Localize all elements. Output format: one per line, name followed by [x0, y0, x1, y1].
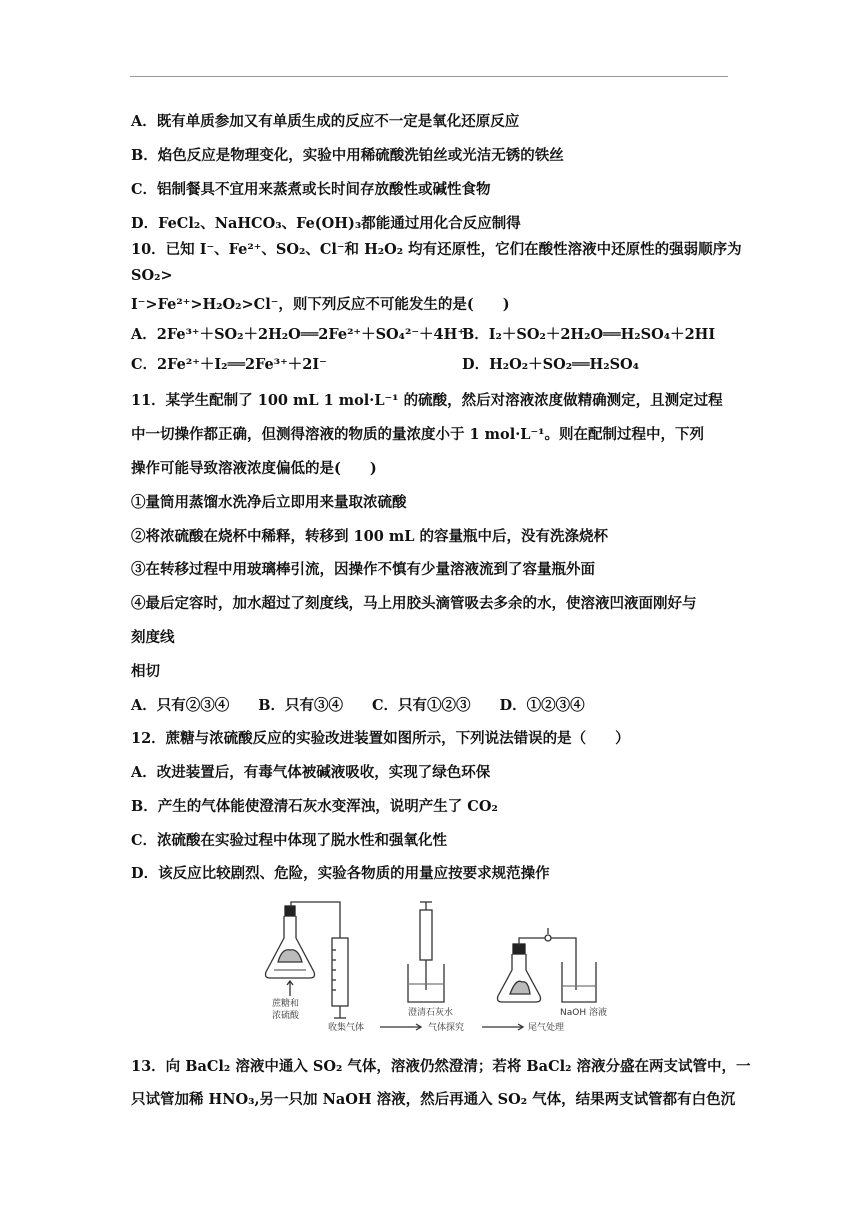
q11-line-2: 中一切操作都正确，但测得溶液的物质的量浓度小于 1 mol·L⁻¹。则在配制过程中，下列: [131, 426, 704, 443]
step-tail-gas-label: 尾气处理: [528, 1023, 565, 1033]
q11-line-1: 11．某学生配制了 100 mL 1 mol·L⁻¹ 的硫酸，然后对溶液浓度做精确测定，且测定过程: [131, 392, 723, 409]
header-rule: [130, 76, 728, 77]
q10-stem-2: SO₂>: [131, 267, 173, 284]
q11-line-4: ①量筒用蒸馏水洗净后立即用来量取浓硫酸: [131, 494, 407, 511]
q9-option-d: D．FeCl₂、NaHCO₃、Fe(OH)₃都能通过用化合反应制得: [131, 215, 521, 232]
q12-stem: 12．蔗糖与浓硫酸反应的实验改进装置如图所示，下列说法错误的是（ ）: [131, 730, 630, 747]
q13-line-2: 只试管加稀 HNO₃,另一只加 NaOH 溶液，然后再通入 SO₂ 气体，结果两支试管都有白色沉: [131, 1091, 736, 1108]
q11-line-3: 操作可能导致溶液浓度偏低的是( ): [131, 460, 377, 477]
q10-option-b: B．I₂＋SO₂＋2H₂O══H₂SO₄＋2HI: [462, 326, 716, 343]
q10-option-a: A．2Fe³⁺＋SO₂＋2H₂O══2Fe²⁺＋SO₄²⁻＋4H⁺: [131, 326, 465, 343]
q10-stem-1: 10．已知 I⁻、Fe²⁺、SO₂、Cl⁻和 H₂O₂ 均有还原性，它们在酸性溶液中还原性的强弱顺序为: [131, 241, 742, 258]
q10-option-d: D．H₂O₂＋SO₂══H₂SO₄: [462, 356, 640, 373]
q10-option-c: C．2Fe²⁺＋I₂══2Fe³⁺＋2I⁻: [131, 356, 327, 373]
q11-line-7: ④最后定容时，加水超过了刻度线，马上用胶头滴管吸去多余的水，使溶液凹液面刚好与: [131, 595, 697, 612]
step-collect-label: 收集气体: [328, 1023, 365, 1033]
q11-line-8: 刻度线: [131, 629, 175, 646]
q10-stem-3: I⁻>Fe²⁺>H₂O₂>Cl⁻，则下列反应不可能发生的是( ): [131, 296, 510, 313]
q12-option-c: C．浓硫酸在实验过程中体现了脱水性和强氧化性: [131, 832, 448, 849]
flask1-label-b: 浓硫酸: [272, 1011, 300, 1021]
q12-option-d: D．该反应比较剧烈、危险，实验各物质的用量应按要求规范操作: [131, 865, 550, 882]
q11-line-6: ③在转移过程中用玻璃棒引流，因操作不慎有少量溶液流到了容量瓶外面: [131, 561, 595, 578]
q11-line-9: 相切: [131, 663, 160, 680]
step-explore-label: 气体探究: [428, 1023, 465, 1033]
q11-line-5: ②将浓硫酸在烧杯中稀释，转移到 100 mL 的容量瓶中后，没有洗涤烧杯: [131, 528, 608, 545]
apparatus-figure: [260, 898, 620, 1038]
naoh-label: NaOH 溶液: [560, 1008, 607, 1018]
q13-line-1: 13．向 BaCl₂ 溶液中通入 SO₂ 气体，溶液仍然澄清；若将 BaCl₂ 溶液分盛在两支试管中，一: [131, 1058, 751, 1075]
q12-option-b: B．产生的气体能使澄清石灰水变浑浊，说明产生了 CO₂: [131, 798, 498, 815]
q11-options: A．只有②③④ B．只有③④ C．只有①②③ D．①②③④: [131, 697, 585, 714]
q12-option-a: A．改进装置后，有毒气体被碱液吸收，实现了绿色环保: [131, 764, 491, 781]
lime-water-label: 澄清石灰水: [408, 1008, 454, 1018]
q9-option-b: B．焰色反应是物理变化，实验中用稀硫酸洗铂丝或光洁无锈的铁丝: [131, 147, 564, 164]
q9-option-c: C．铝制餐具不宜用来蒸煮或长时间存放酸性或碱性食物: [131, 181, 491, 198]
flask1-label-a: 蔗糖和: [272, 999, 300, 1009]
q9-option-a: A．既有单质参加又有单质生成的反应不一定是氧化还原反应: [131, 113, 520, 130]
